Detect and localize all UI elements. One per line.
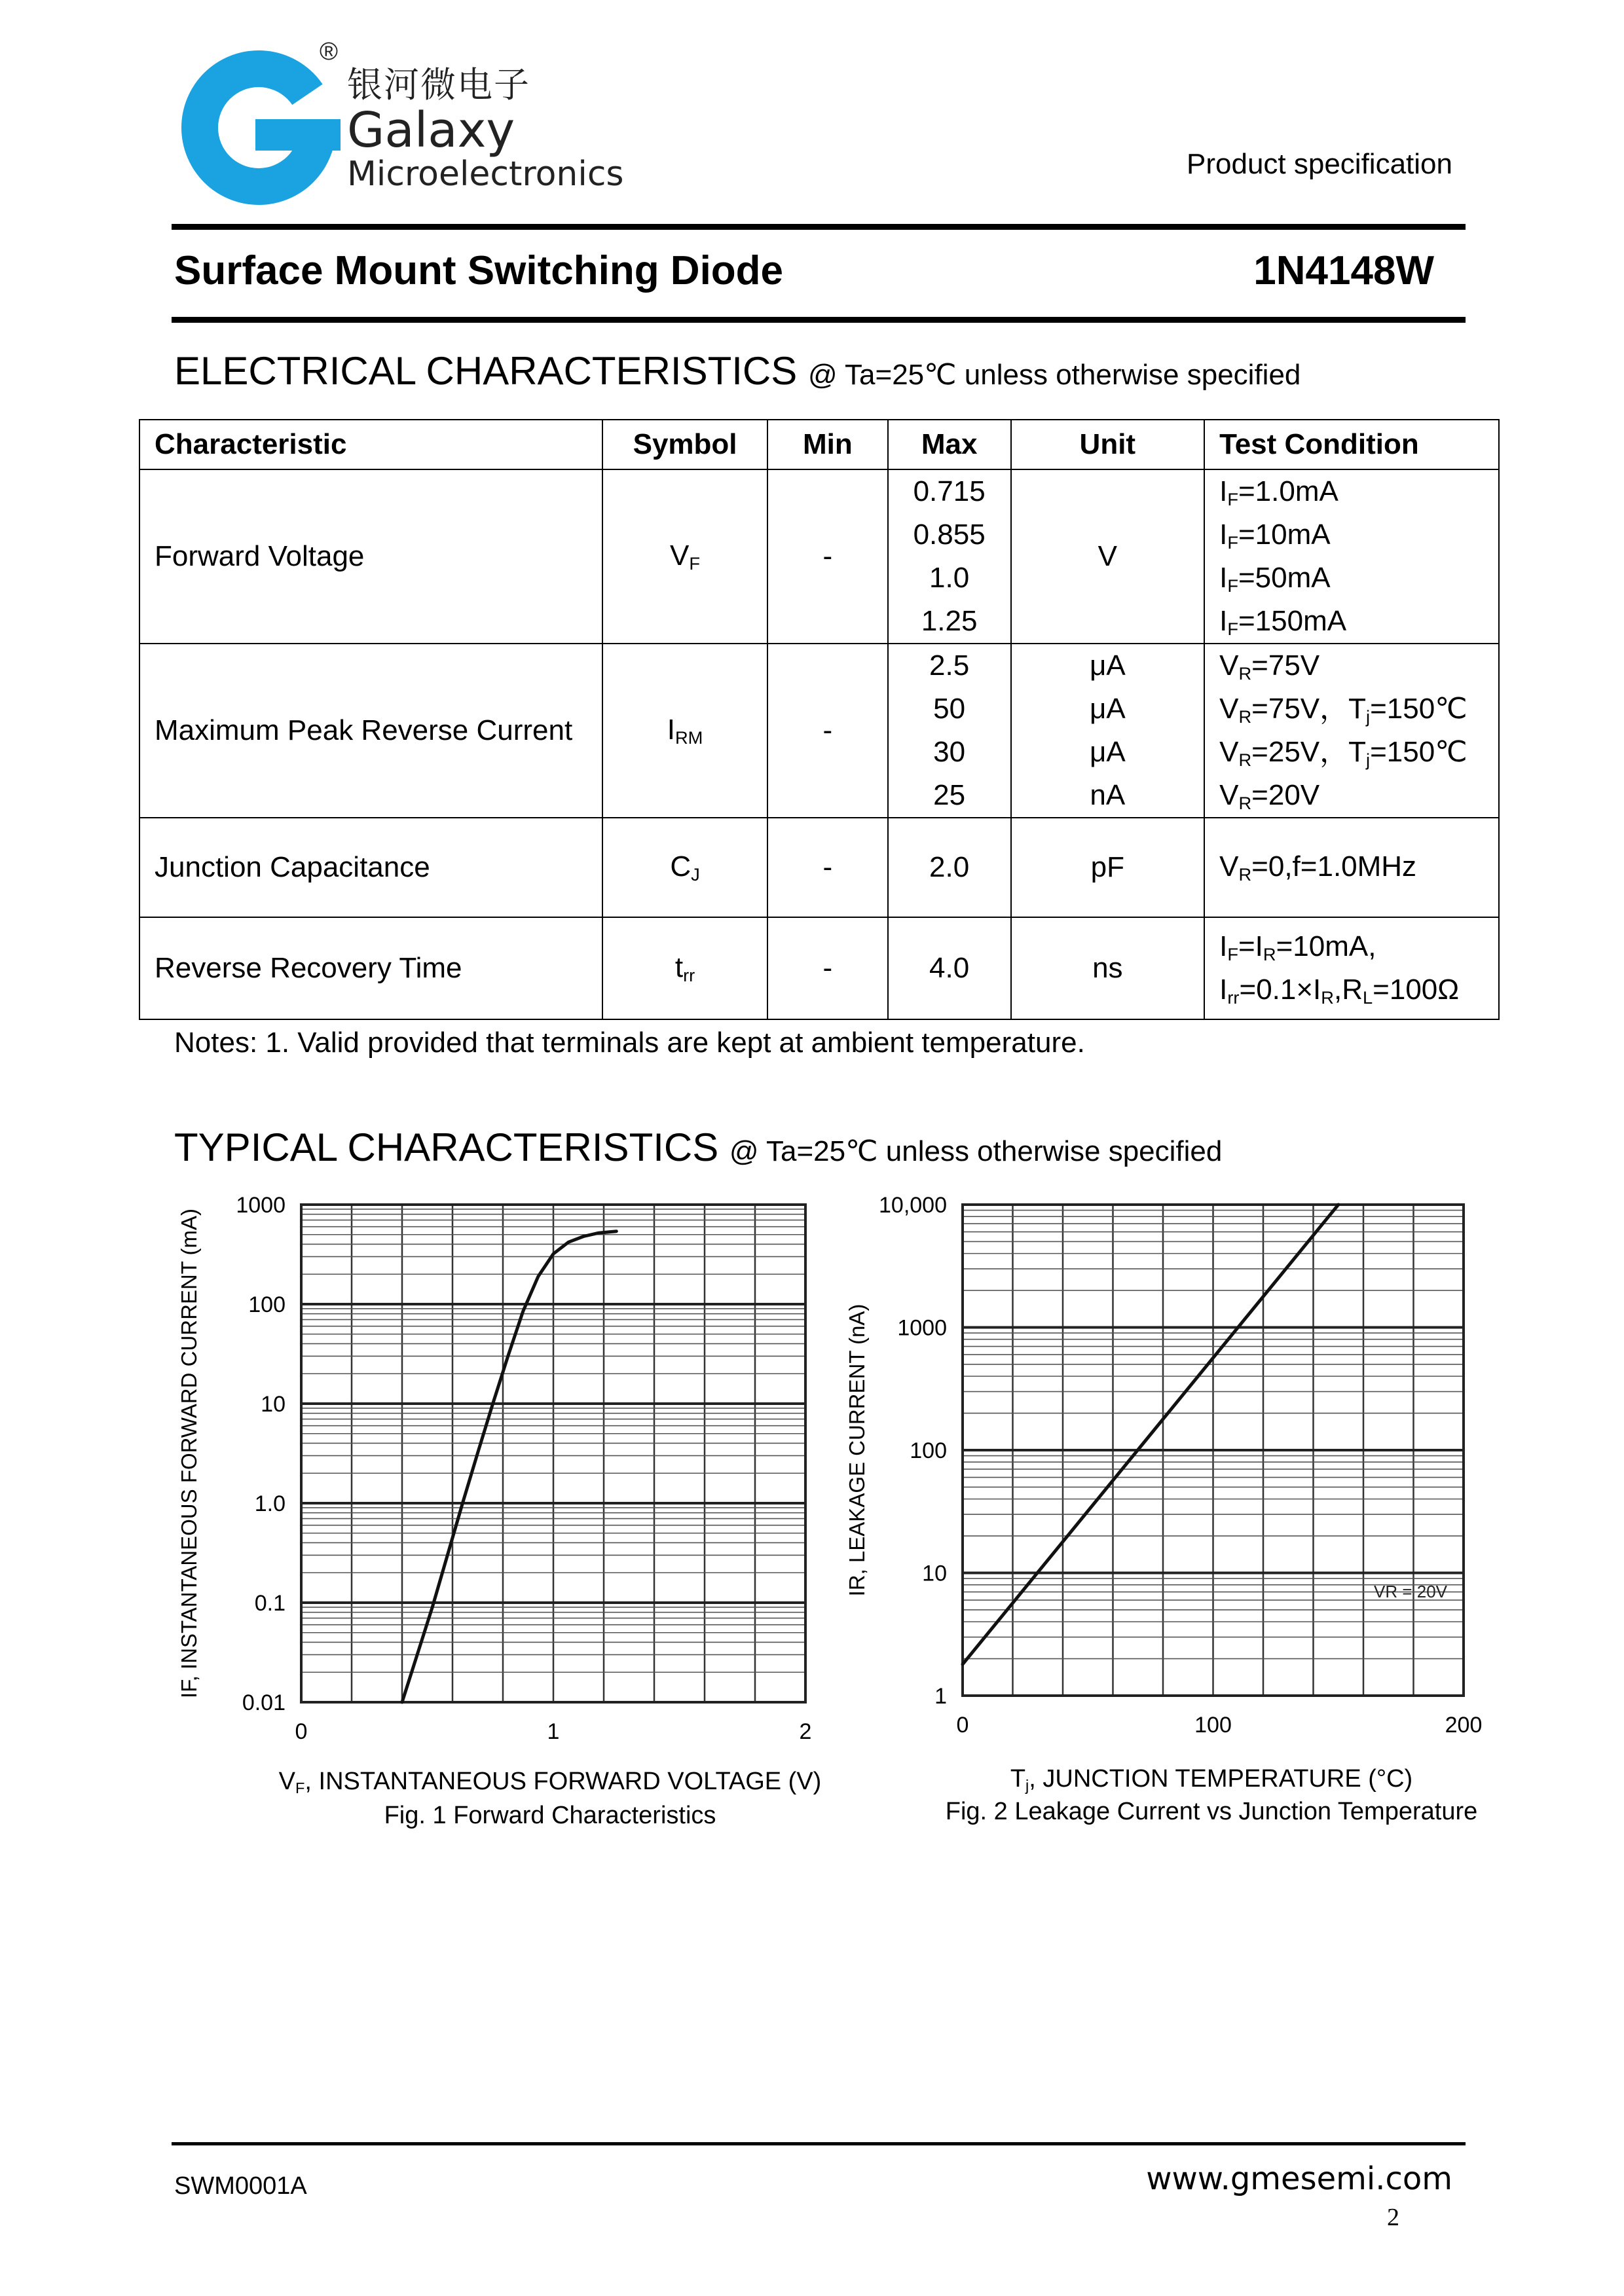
y-tick-label: 1000	[897, 1315, 947, 1341]
col-symbol: Symbol	[602, 420, 767, 469]
page-number: 2	[1387, 2204, 1399, 2231]
y-tick-label: 1.0	[254, 1491, 286, 1516]
row-min: -	[767, 818, 888, 917]
x-tick-label: 200	[1445, 1713, 1483, 1738]
col-max: Max	[888, 420, 1011, 469]
col-characteristic: Characteristic	[139, 420, 602, 469]
row-max: 4.0	[888, 917, 1011, 1019]
x-tick-label: 100	[1194, 1713, 1232, 1738]
row-symbol: $C_J$	[602, 818, 767, 917]
table-row	[139, 818, 1499, 917]
col-min: Min	[767, 420, 888, 469]
fig1-xlabel: $V_F$, INSTANTANEOUS FORWARD VOLTAGE (V)	[278, 1768, 822, 1796]
table-header-row	[139, 420, 1499, 469]
table-row	[139, 469, 1499, 644]
y-tick-label: 0.01	[242, 1690, 286, 1715]
title-rule	[172, 317, 1466, 323]
row-symbol: $t_{rr}$	[602, 917, 767, 1019]
row-symbol: $I_{RM}$	[602, 644, 767, 818]
row-characteristic: Forward Voltage	[139, 469, 602, 644]
row-max: 2.0	[888, 818, 1011, 917]
col-test-condition: Test Condition	[1204, 420, 1499, 469]
row-characteristic: Junction Capacitance	[139, 818, 602, 917]
footer-rule	[172, 2142, 1466, 2145]
website-link[interactable]: www.gmesemi.com	[1146, 2160, 1452, 2197]
y-axis-label: IR, LEAKAGE CURRENT (nA)	[845, 1303, 869, 1597]
brand-sub: Microelectronics	[347, 155, 624, 194]
electrical-table	[139, 419, 1500, 1020]
typical-condition: @ Ta=25℃ unless otherwise specified	[729, 1135, 1223, 1167]
doc-code: SWM0001A	[174, 2172, 307, 2200]
brand-name: Galaxy	[347, 102, 515, 158]
row-unit: ns	[1011, 917, 1205, 1019]
row-condition: $V_R=0,f=1.0MHz$	[1204, 818, 1499, 917]
y-tick-label: 1	[934, 1684, 947, 1709]
row-max: 2.5 50 30 25	[888, 644, 1011, 818]
product-type: Surface Mount Switching Diode	[174, 248, 784, 293]
row-max: 0.715 0.855 1.0 1.25	[888, 469, 1011, 644]
row-min: -	[767, 644, 888, 818]
x-tick-label: 0	[295, 1719, 308, 1744]
row-conditions: $I_F=1.0mA$ $I_F=10mA$ $I_F=50mA$ $I_F=150mA$	[1204, 469, 1499, 644]
y-tick-label: 10	[922, 1561, 947, 1586]
spec-label: Product specification	[1187, 148, 1452, 180]
row-min: -	[767, 917, 888, 1019]
row-unit: V	[1011, 469, 1205, 644]
brand-cn: 银河微电子	[347, 64, 530, 105]
data-series-line	[402, 1231, 616, 1702]
figure-1	[157, 1192, 838, 1758]
row-min: -	[767, 469, 888, 644]
row-unit: pF	[1011, 818, 1205, 917]
x-tick-label: 1	[547, 1719, 560, 1744]
chart-annotation: VR = 20V	[1373, 1582, 1447, 1601]
top-rule	[172, 224, 1466, 230]
x-tick-label: 0	[956, 1713, 969, 1738]
electrical-heading-text: ELECTRICAL CHARACTERISTICS	[174, 349, 798, 393]
row-characteristic: Reverse Recovery Time	[139, 917, 602, 1019]
leakage-current-chart	[832, 1192, 1493, 1755]
figure-2	[832, 1192, 1493, 1758]
registered-mark: ®	[320, 38, 338, 65]
y-tick-label: 100	[910, 1438, 947, 1463]
electrical-condition: @ Ta=25℃ unless otherwise specified	[807, 359, 1301, 391]
table-notes: Notes: 1. Valid provided that terminals are kept at ambient temperature.	[174, 1027, 1085, 1059]
fig1-caption: Fig. 1 Forward Characteristics	[384, 1802, 716, 1829]
fig2-xlabel: $T_j$, JUNCTION TEMPERATURE (°C)	[1010, 1765, 1413, 1794]
y-axis-label: IF, INSTANTANEOUS FORWARD CURRENT (mA)	[177, 1208, 201, 1699]
y-tick-label: 10	[261, 1392, 286, 1417]
brand-text	[347, 65, 624, 192]
typical-heading	[174, 1125, 1222, 1170]
galaxy-logo-icon	[177, 46, 341, 210]
row-conditions: $I_F=I_R=10mA$, $I_{rr}=0.1\times I_R,R_L=100\Omega$	[1204, 917, 1499, 1019]
row-symbol: $V_F$	[602, 469, 767, 644]
electrical-heading	[174, 348, 1301, 393]
typical-heading-text: TYPICAL CHARACTERISTICS	[174, 1125, 719, 1169]
table-row	[139, 644, 1499, 818]
row-characteristic: Maximum Peak Reverse Current	[139, 644, 602, 818]
forward-characteristics-chart	[157, 1192, 838, 1755]
x-tick-label: 2	[799, 1719, 812, 1744]
col-unit: Unit	[1011, 420, 1205, 469]
fig2-caption: Fig. 2 Leakage Current vs Junction Temperature	[945, 1798, 1478, 1825]
data-series-line	[963, 1205, 1338, 1664]
y-tick-label: 0.1	[254, 1591, 286, 1616]
table-row	[139, 917, 1499, 1019]
y-tick-label: 10,000	[879, 1193, 947, 1218]
row-units: μA μA μA nA	[1011, 644, 1205, 818]
row-conditions: $V_R=75V$ $V_R=75V$，$T_j=150℃$ $V_R=25V$，$T_j=150℃$ $V_R=20V$	[1204, 644, 1499, 818]
part-number: 1N4148W	[1253, 248, 1434, 293]
y-tick-label: 100	[248, 1292, 286, 1317]
y-tick-label: 1000	[236, 1193, 286, 1218]
